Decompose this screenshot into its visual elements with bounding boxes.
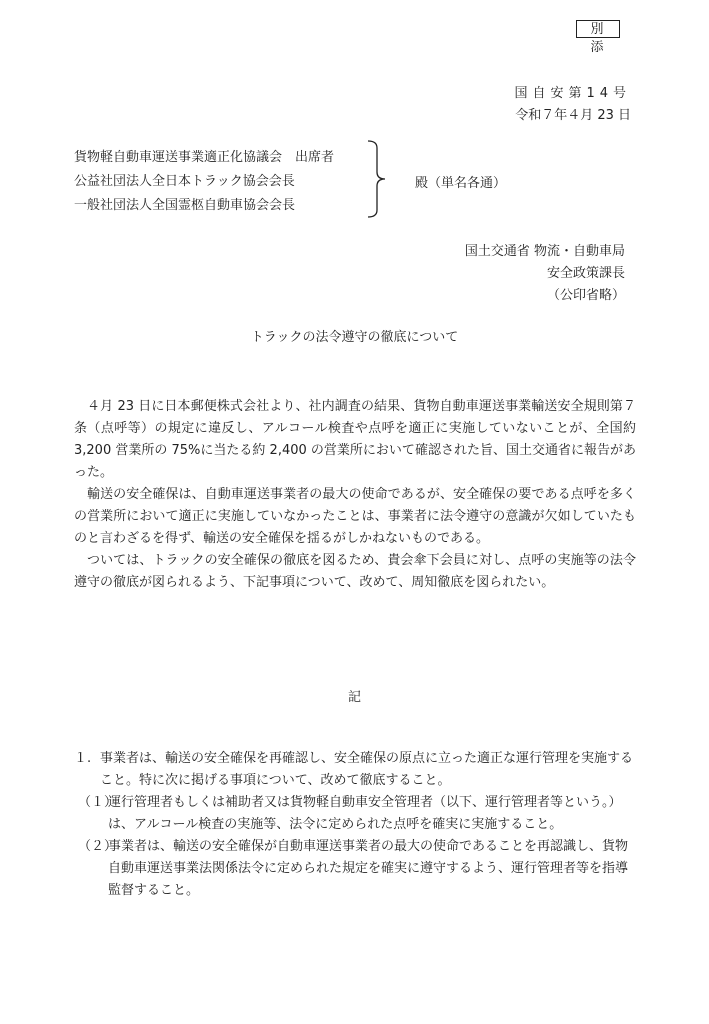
sender-title: 安全政策課長 bbox=[546, 266, 625, 281]
recipient-line-2: 公益社団法人全日本トラック協会会長 bbox=[74, 174, 295, 189]
document-number: 国自安第14号 bbox=[514, 86, 631, 101]
sender-organization: 国土交通省 物流・自動車局 bbox=[464, 244, 625, 259]
body-paragraph-1: ４月 23 日に日本郵便株式会社より、社内調査の結果、貨物自動車運送事業輸送安全規則第７条（点呼等）の規定に違反し、アルコール検査や点呼を適正に実施していないことが、全国約 3,200 営業所の 75%に当たる約 2,400 の営業所において確認された旨、国土交通省に報告があった。 bbox=[74, 399, 636, 480]
sub-item-1-text: 運行管理者もしくは補助者又は貨物軽自動車安全管理者（以下、運行管理者等という。）は、アルコール検査の実施等、法令に定められた点呼を確実に実施すること。 bbox=[108, 795, 622, 832]
sub-item-2-number: （２） bbox=[78, 839, 118, 854]
sub-item-1-number: （１） bbox=[78, 795, 118, 810]
seal-omitted-note: （公印省略） bbox=[546, 288, 625, 303]
item-1-text: 事業者は、輸送の安全確保を再確認し、安全確保の原点に立った適正な運行管理を実施すること。特に次に掲げる事項について、改めて徹底すること。 bbox=[100, 751, 634, 788]
item-1 bbox=[74, 748, 636, 792]
attachment-label: 別 添 bbox=[576, 20, 620, 38]
body-paragraph-3: ついては、トラックの安全確保の徹底を図るため、貴会傘下会員に対し、点呼の実施等の法令遵守の徹底が図られるよう、下記事項について、改めて、周知徹底を図られたい。 bbox=[74, 553, 636, 590]
ki-heading: 記 bbox=[347, 690, 361, 705]
recipient-suffix: 殿（単名各通） bbox=[415, 176, 507, 191]
document-date: 令和７年４月 23 日 bbox=[515, 108, 631, 123]
sub-item-1 bbox=[74, 792, 636, 836]
recipient-line-3: 一般社団法人全国霊柩自動車協会会長 bbox=[74, 198, 296, 213]
sub-item-2 bbox=[74, 836, 636, 902]
document-body bbox=[74, 396, 636, 594]
sub-item-2-text: 事業者は、輸送の安全確保が自動車運送事業者の最大の使命であることを再認識し、貨物自動車運送事業法関係法令に定められた規定を確実に遵守するよう、運行管理者等を指導監督すること。 bbox=[108, 839, 629, 898]
item-1-number: １. bbox=[74, 751, 92, 766]
body-paragraph-2: 輸送の安全確保は、自動車運送事業者の最大の使命であるが、安全確保の要である点呼を多くの営業所において適正に実施していなかったことは、事業者に法令遵守の意識が欠如していたものと言わざるを得ず、輸送の安全確保を揺るがしかねないものである。 bbox=[74, 487, 636, 546]
recipient-line-1: 貨物軽自動車運送事業適正化協議会 出席者 bbox=[74, 150, 335, 165]
document-title: トラックの法令遵守の徹底について bbox=[250, 330, 459, 345]
recipient-brace bbox=[368, 140, 386, 218]
items-list bbox=[74, 748, 636, 902]
